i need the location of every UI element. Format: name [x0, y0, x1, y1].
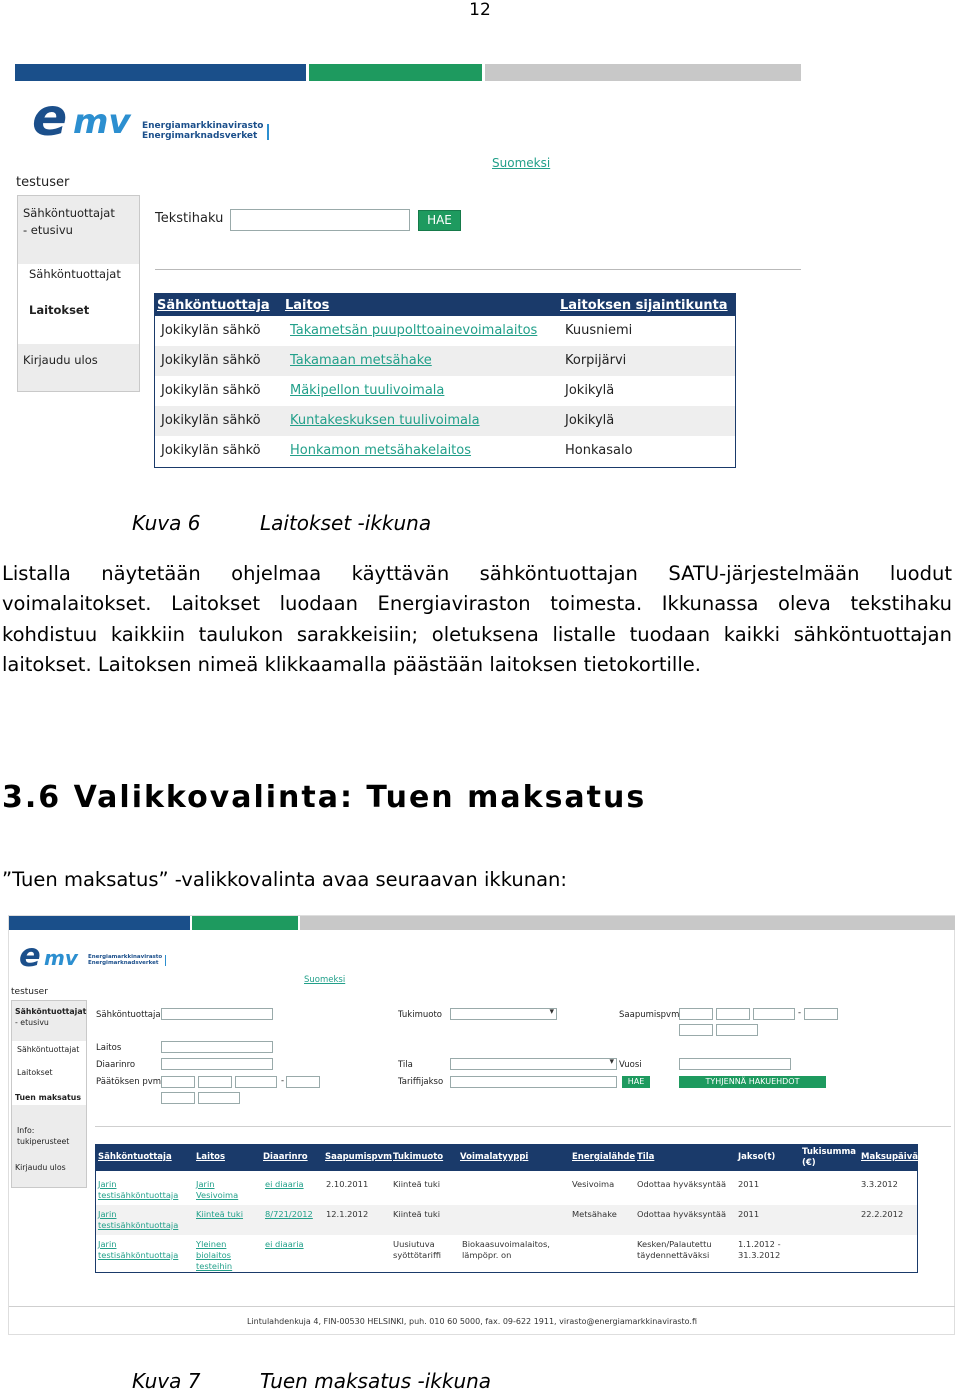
plant-input[interactable]	[161, 1041, 273, 1053]
cell-producer1[interactable]: Jarin	[98, 1179, 117, 1189]
sidebar-item-etusivu-line2: - etusivu	[15, 1018, 49, 1027]
year-label: Vuosi	[619, 1060, 642, 1070]
footer-address: Lintulahdenkuja 4, FIN-00530 HELSINKI, puh. 010 60 5000, fax. 09-622 1911, virasto@energiamarkkinavirasto.fi	[247, 1317, 697, 1326]
cell-producer: Jokikylän sähkö	[161, 353, 261, 368]
screenshot-tuen-maksatus	[8, 915, 955, 1335]
figure2-caption-text: Tuen maksatus -ikkuna	[260, 1369, 492, 1392]
status-label: Tila	[398, 1060, 413, 1070]
table-row	[96, 1175, 917, 1205]
top-bar-gray	[300, 916, 955, 930]
cell-status1: Kesken/Palautettu	[637, 1239, 712, 1249]
cell-producer: Jokikylän sähkö	[161, 323, 261, 338]
cell-plant-link[interactable]: Takametsän puupolttoainevoimalaitos	[290, 323, 538, 338]
cell-producer1[interactable]: Jarin	[98, 1239, 117, 1249]
decision-date-label: Päätöksen pvm	[96, 1077, 162, 1087]
cell-status2: täydennettäväksi	[637, 1250, 710, 1260]
top-bar-gray	[485, 64, 801, 81]
cell-plant-link[interactable]: Honkamon metsähakelaitos	[290, 443, 472, 458]
logo-divider	[165, 955, 166, 966]
col-header-plant-type[interactable]: Voimalatyyppi	[460, 1152, 529, 1162]
cell-plant1[interactable]: Yleinen	[196, 1239, 227, 1249]
cell-plant2[interactable]: biolaitos	[196, 1250, 231, 1260]
cell-date: 2.10.2011	[326, 1179, 369, 1189]
cell-plant-link[interactable]: Takamaan metsähake	[290, 353, 432, 368]
footer-divider	[9, 1306, 955, 1307]
cell-date: 12.1.2012	[326, 1209, 369, 1219]
logo-letter-e: e	[32, 88, 68, 148]
figure1-caption-label: Kuva 6	[132, 511, 201, 535]
sidebar-item-etusivu-line1: Sähköntuottajat	[23, 206, 115, 220]
arrival-date-end-3[interactable]	[716, 1024, 758, 1036]
producer-label: Sähköntuottaja	[96, 1010, 161, 1020]
arrival-date-end-2[interactable]	[679, 1024, 713, 1036]
col-header-arrival-date[interactable]: Saapumispvm	[325, 1152, 393, 1162]
cell-diary[interactable]: ei diaaria	[265, 1239, 304, 1249]
cell-status1: Odottaa hyväksyntää	[637, 1179, 727, 1189]
logo-line2: Energimarknadsverket	[142, 131, 258, 142]
sidebar	[11, 1000, 87, 1188]
table-row	[155, 346, 735, 376]
sidebar-item-logout[interactable]: Kirjaudu ulos	[23, 353, 98, 367]
search-button[interactable]: HAE	[418, 210, 461, 231]
col-header-energy-source[interactable]: Energialähde	[572, 1152, 636, 1162]
figure2-caption-label: Kuva 7	[132, 1369, 201, 1392]
producer-input[interactable]	[161, 1008, 273, 1020]
arrival-date-start-3[interactable]	[753, 1008, 795, 1020]
logo-letter-e: e	[19, 936, 41, 974]
sidebar-item-logout[interactable]: Kirjaudu ulos	[15, 1163, 66, 1172]
username: testuser	[16, 175, 70, 190]
sidebar-group-sahkontuottajat	[18, 264, 139, 344]
sidebar-item-laitokset[interactable]: Laitokset	[17, 1068, 53, 1077]
decision-date-end-1[interactable]	[286, 1076, 320, 1088]
logo-line1: Energiamarkkinavirasto	[88, 954, 163, 960]
col-header-plant[interactable]: Laitos	[196, 1152, 226, 1162]
col-header-municipality[interactable]: Laitoksen sijaintikunta	[560, 298, 728, 313]
cell-municipality: Jokikylä	[565, 383, 615, 398]
table-row	[96, 1205, 917, 1235]
sidebar-item-etusivu[interactable]	[18, 196, 139, 264]
username: testuser	[11, 987, 48, 997]
cell-producer2[interactable]: testisähköntuottaja	[98, 1250, 179, 1260]
cell-type1: Uusiutuva	[393, 1239, 435, 1249]
payments-table	[95, 1144, 918, 1273]
cell-paydate: 22.2.2012	[861, 1209, 904, 1219]
cell-plant3[interactable]: testeihin	[196, 1261, 233, 1271]
col-header-status[interactable]: Tila	[637, 1152, 655, 1162]
support-type-label: Tukimuoto	[398, 1010, 442, 1020]
cell-type1: Kiinteä tuki	[393, 1179, 441, 1189]
sidebar	[17, 195, 140, 392]
status-select[interactable]	[450, 1058, 617, 1070]
sidebar-group	[12, 1041, 86, 1105]
sidebar-item-sahkontuottajat[interactable]: Sähköntuottajat	[29, 267, 121, 281]
diary-label: Diaarinro	[96, 1060, 136, 1070]
cell-type2: syöttötariffi	[393, 1250, 441, 1260]
section-heading: 3.6 Valikkovalinta: Tuen maksatus	[2, 780, 647, 815]
cell-plant-link[interactable]: Mäkipellon tuulivoimala	[290, 383, 445, 398]
decision-date-start-1[interactable]	[161, 1076, 195, 1088]
decision-date-end-2[interactable]	[161, 1092, 195, 1104]
col-header-plant[interactable]: Laitos	[285, 298, 330, 313]
top-bar-green	[309, 64, 482, 81]
table-row	[155, 376, 735, 406]
plant-label: Laitos	[96, 1043, 122, 1053]
intro-text: ”Tuen maksatus” -valikkovalinta avaa seuraavan ikkunan:	[2, 868, 567, 891]
support-type-select[interactable]	[450, 1008, 557, 1020]
arrival-date-dash: -	[798, 1008, 802, 1018]
arrival-date-label: Saapumispvm	[619, 1010, 680, 1020]
body-paragraph: Listalla näytetään ohjelmaa käyttävän sähköntuottajan SATU-järjestelmään luodut voimalaitokset. Laitokset luodaan Energiaviraston toimesta. Ikkunassa oleva tekstihaku kohdistuu kaikkiin taulukon sarakkeisiin; oletuksena listalle tuodaan kaikki sähköntuottajan laitokset. Laitoksen nimeä klikkaamalla päästään laitoksen tietokortille.	[2, 562, 952, 676]
cell-plant-link[interactable]: Kuntakeskuksen tuulivoimala	[290, 413, 480, 428]
col-header-periods: Jakso(t)	[738, 1152, 776, 1162]
logo-letters-mv: mv	[73, 102, 131, 142]
sidebar-item-etusivu-line1: Sähköntuottajat	[15, 1007, 87, 1016]
table-row	[155, 316, 735, 346]
cell-municipality: Honkasalo	[565, 443, 633, 458]
cell-paydate: 3.3.2012	[861, 1179, 898, 1189]
sidebar-item-etusivu[interactable]	[12, 1006, 86, 1028]
logo-divider	[267, 124, 269, 140]
decision-date-end-3[interactable]	[198, 1092, 240, 1104]
table-header	[96, 1145, 917, 1171]
table-row	[96, 1235, 917, 1271]
sidebar-item-sahkontuottajat[interactable]: Sähköntuottajat	[17, 1045, 80, 1054]
cell-plant1[interactable]: Kiinteä tuki	[196, 1209, 244, 1219]
cell-plant2[interactable]: Vesivoima	[196, 1190, 239, 1200]
col-header-diary[interactable]: Diaarinro	[263, 1152, 308, 1162]
col-header-amount-unit: (€)	[802, 1158, 816, 1168]
tariff-period-label: Tariffijakso	[398, 1077, 444, 1087]
cell-period1: 1.1.2012 -	[738, 1239, 781, 1249]
page-number: 12	[469, 0, 491, 20]
search-input[interactable]	[230, 209, 410, 231]
cell-period2: 31.3.2012	[738, 1250, 781, 1260]
plants-table	[154, 293, 736, 468]
screenshot-laitokset	[15, 64, 801, 486]
cell-period1: 2011	[738, 1179, 760, 1189]
language-link[interactable]: Suomeksi	[304, 975, 346, 985]
cell-producer: Jokikylän sähkö	[161, 443, 261, 458]
cell-municipality: Korpijärvi	[565, 353, 627, 368]
cell-energy: Metsähake	[572, 1209, 617, 1219]
sidebar-item-info-line1: Info:	[17, 1126, 35, 1135]
sidebar-item-info-line2: tukiperusteet	[17, 1137, 70, 1146]
language-link[interactable]: Suomeksi	[492, 156, 551, 170]
cell-producer: Jokikylän sähkö	[161, 413, 261, 428]
arrival-date-start-1[interactable]	[679, 1008, 713, 1020]
col-header-producer[interactable]: Sähköntuottaja	[157, 298, 270, 313]
cell-producer1[interactable]: Jarin	[98, 1209, 117, 1219]
cell-municipality: Jokikylä	[565, 413, 615, 428]
cell-status1: Odottaa hyväksyntää	[637, 1209, 727, 1219]
col-header-amount: Tukisumma	[802, 1147, 857, 1157]
table-header	[155, 294, 735, 316]
cell-type1: Kiinteä tuki	[393, 1209, 441, 1219]
arrival-date-start-2[interactable]	[716, 1008, 750, 1020]
figure1-caption-text: Laitokset -ikkuna	[260, 511, 432, 535]
top-bar-blue	[9, 916, 190, 930]
table-row	[155, 406, 735, 436]
col-header-producer[interactable]: Sähköntuottaja	[98, 1152, 172, 1162]
cell-plant-type2: lämpöpr. on	[462, 1250, 512, 1260]
cell-diary[interactable]: 8/721/2012	[265, 1209, 313, 1219]
diary-input[interactable]	[161, 1058, 273, 1070]
decision-date-start-3[interactable]	[235, 1076, 277, 1088]
tariff-period-input[interactable]	[450, 1076, 617, 1088]
divider-line	[95, 1126, 951, 1127]
sidebar-item-info[interactable]	[12, 1125, 86, 1147]
cell-producer: Jokikylän sähkö	[161, 383, 261, 398]
table-row	[155, 436, 735, 466]
sidebar-item-laitokset[interactable]: Laitokset	[29, 303, 90, 317]
cell-municipality: Kuusniemi	[565, 323, 633, 338]
top-bar-green	[192, 916, 298, 930]
decision-date-dash: -	[281, 1076, 285, 1086]
cell-energy: Vesivoima	[572, 1179, 615, 1189]
divider-line	[155, 269, 801, 270]
arrival-date-end-1[interactable]	[804, 1008, 838, 1020]
logo-line2: Energimarknadsverket	[88, 960, 159, 967]
decision-date-start-2[interactable]	[198, 1076, 232, 1088]
cell-producer2[interactable]: testisähköntuottaja	[98, 1190, 179, 1200]
logo-line1: Energiamarkkinavirasto	[142, 121, 264, 131]
col-header-paydate[interactable]: Maksupäivä	[861, 1152, 918, 1162]
col-header-support-type[interactable]: Tukimuoto	[393, 1152, 444, 1162]
sidebar-item-etusivu-line2: - etusivu	[23, 223, 73, 237]
top-bar-blue	[15, 64, 306, 81]
cell-plant1[interactable]: Jarin	[196, 1179, 215, 1189]
year-input[interactable]	[679, 1058, 791, 1070]
clear-filters-button[interactable]: TYHJENNÄ HAKUEHDOT	[679, 1076, 826, 1088]
cell-plant-type1: Biokaasuvoimalaitos,	[462, 1239, 550, 1249]
cell-period1: 2011	[738, 1209, 760, 1219]
sidebar-item-tuen-maksatus[interactable]: Tuen maksatus	[15, 1093, 81, 1102]
cell-diary[interactable]: ei diaaria	[265, 1179, 304, 1189]
search-button[interactable]: HAE	[622, 1076, 650, 1088]
search-label: Tekstihaku	[155, 211, 224, 226]
cell-producer2[interactable]: testisähköntuottaja	[98, 1220, 179, 1230]
logo-letters-mv: mv	[44, 946, 78, 970]
